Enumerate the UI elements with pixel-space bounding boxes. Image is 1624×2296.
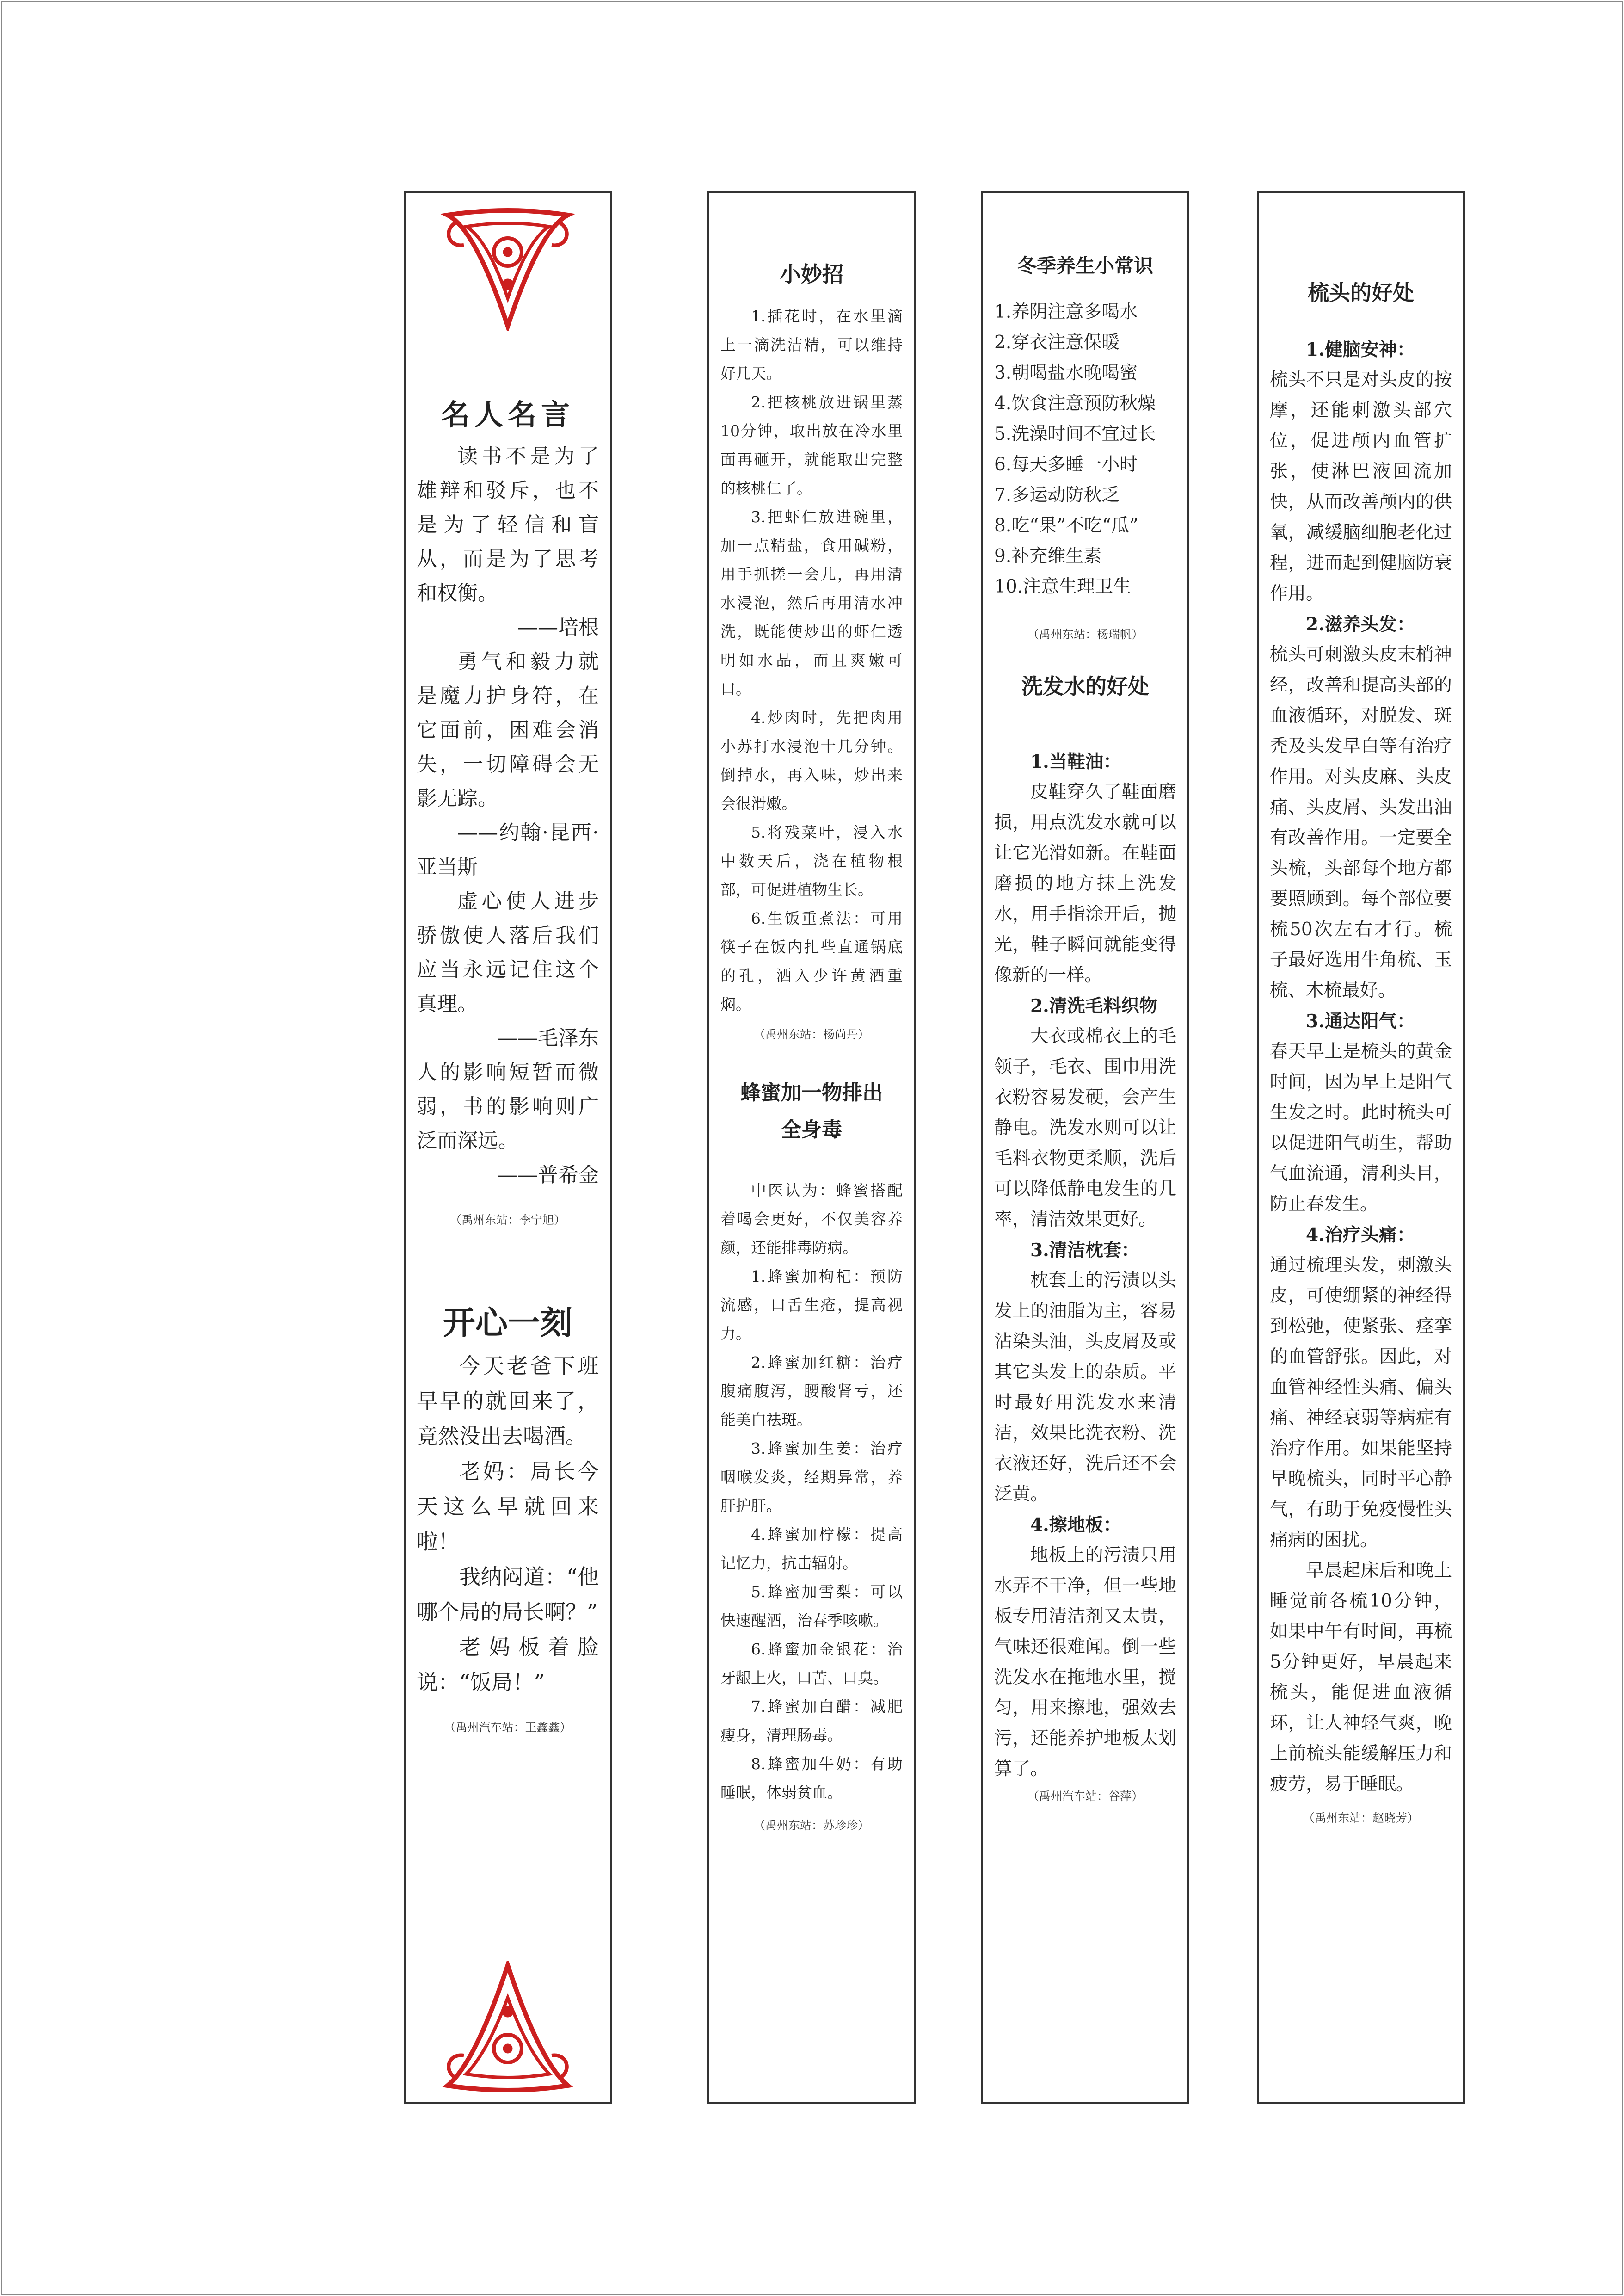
section-body: 大衣或棉衣上的毛领子，毛衣、围巾用洗衣粉容易发硬，会产生静电。洗发水则可以让毛料衣物更柔顺，洗后可以降低静电发生的几率，清洁效果更好。: [994, 1026, 1176, 1230]
column-tips-honey: [707, 191, 916, 2104]
quote-text: 读书不是为了雄辩和驳斥，也不是为了轻信和盲从，而是为了思考和权衡。: [417, 444, 599, 605]
section-body: 梳头可刺激头皮末梢神经，改善和提高头部的血液循环，对脱发、斑秃及头发早白等有治疗作用。对头皮麻、头皮痛、头皮屑、头发出油有改善作用。一定要全头梳，头部每个地方都要照顾到。每个部位要梳50次左右才行。梳子最好选用牛角梳、玉梳、木梳最好。: [1270, 644, 1452, 1001]
tip-item: 6.生饭重煮法：可用筷子在饭内扎些直通锅底的孔，洒入少许黄酒重焖。: [720, 909, 903, 1013]
joke-line: 老妈板着脸说：“饭局！”: [417, 1635, 599, 1695]
column-winter-shampoo: [981, 191, 1189, 2104]
honey-item: 7.蜂蜜加白醋：减肥瘦身，清理肠毒。: [720, 1697, 903, 1744]
source-credit: （禹州汽车站：王鑫鑫）: [444, 1721, 572, 1734]
quote-author: ——毛泽东: [497, 1026, 599, 1050]
column-famous-quotes: [404, 191, 612, 2104]
quote-text: 人的影响短暂而微弱，书的影响则广泛而深远。: [417, 1061, 599, 1153]
winter-item: 6.每天多睡一小时: [994, 454, 1138, 475]
winter-item: 4.饮食注意预防秋燥: [994, 393, 1156, 414]
tip-item: 5.将残菜叶，浸入水中数天后，浇在植物根部，可促进植物生长。: [720, 823, 903, 899]
section-body: 通过梳理头发，刺激头皮，可使绷紧的神经得到松弛，使紧张、痉挛的血管舒张。因此，对血管神经性头痛、偏头痛、神经衰弱等病症有治疗作用。如果能坚持早晚梳头，同时平心静气，有助于免疫慢性头痛病的困扰。: [1270, 1255, 1452, 1550]
honey-item: 6.蜂蜜加金银花：治牙龈上火，口苦、口臭。: [720, 1640, 903, 1687]
winter-item: 3.朝喝盐水晚喝蜜: [994, 363, 1138, 383]
winter-item: 5.洗澡时间不宜过长: [994, 424, 1156, 444]
quote-author: ——普希金: [497, 1163, 599, 1187]
source-credit: （禹州东站：苏珍珍）: [753, 1819, 869, 1832]
shampoo-title: 洗发水的好处: [1021, 674, 1149, 699]
honey-item: 3.蜂蜜加生姜：治疗咽喉发炎，经期异常，养肝护肝。: [720, 1439, 903, 1515]
quote-author: ——约翰·昆西·亚当斯: [417, 821, 599, 879]
tip-item: 1.插花时，在水里滴上一滴洗洁精，可以维持好几天。: [720, 307, 903, 383]
section-body: 春天早上是梳头的黄金时间，因为早上是阳气生发之时。此时梳头可以促进阳气萌生，帮助气血流通，清利头目，防止春发生。: [1270, 1041, 1452, 1215]
quotes-title: 名人名言: [441, 398, 574, 432]
winter-title: 冬季养生小常识: [1017, 254, 1153, 277]
section-body: 皮鞋穿久了鞋面磨损，用点洗发水就可以让它光滑如新。在鞋面磨损的地方抹上洗发水，用手指涂开后，抛光，鞋子瞬间就能变得像新的一样。: [994, 782, 1176, 986]
honey-item: 中医认为：蜂蜜搭配着喝会更好，不仅美容养颜，还能排毒防病。: [720, 1181, 903, 1257]
top-ornament-icon: [438, 201, 577, 331]
quote-text: 勇气和毅力就是魔力护身符，在它面前，困难会消失，一切障碍会无影无踪。: [417, 650, 599, 810]
tip-item: 4.炒肉时，先把肉用小苏打水浸泡十几分钟。倒掉水，再入味，炒出来会很滑嫩。: [720, 709, 903, 813]
quote-text: 虚心使人进步骄傲使人落后我们应当永远记住这个真理。: [417, 889, 599, 1016]
winter-item: 9.补充维生素: [994, 546, 1102, 567]
bottom-ornament-icon: [438, 1961, 577, 2099]
section-head: 2.滋养头发：: [1306, 614, 1415, 635]
source-credit: （禹州东站：杨瑞帆）: [1027, 628, 1143, 641]
section-head: 4.擦地板：: [1030, 1514, 1121, 1536]
closing-paragraph: 早晨起床后和晚上睡觉前各梳10分钟，如果中午有时间，再梳5分钟更好，早晨起来梳头，能促进血液循环，让人神轻气爽，晚上前梳头能缓解压力和疲劳，易于睡眠。: [1270, 1560, 1452, 1795]
section-head: 1.当鞋油：: [1030, 751, 1121, 772]
tip-item: 3.把虾仁放进碗里，加一点精盐，食用碱粉，用手抓搓一会儿，再用清水浸泡，然后再用清水冲洗，既能使炒出的虾仁透明如水晶，而且爽嫩可口。: [720, 508, 903, 698]
section-body: 枕套上的污渍以头发上的油脂为主，容易沾染头油，头皮屑及或其它头发上的杂质。平时最好用洗发水来清洁，效果比洗衣粉、洗衣液还好，洗后还不会泛黄。: [994, 1270, 1176, 1505]
honey-item: 2.蜂蜜加红糖：治疗腹痛腹泻，腰酸肾亏，还能美白祛斑。: [720, 1353, 903, 1429]
joke-line: 老妈：局长今天这么早就回来啦！: [417, 1459, 599, 1554]
winter-item: 10.注意生理卫生: [994, 576, 1132, 597]
combing-title: 梳头的好处: [1308, 280, 1414, 305]
joke-title: 开心一刻: [443, 1304, 572, 1342]
winter-item: 8.吃“果”不吃“瓜”: [994, 515, 1138, 536]
section-head: 3.清洁枕套：: [1030, 1240, 1139, 1261]
joke-line: 我纳闷道：“他哪个局的局长啊？”: [417, 1564, 599, 1624]
honey-title-line2: 全身毒: [781, 1118, 842, 1142]
column-combing: [1257, 191, 1465, 2104]
section-body: 地板上的污渍只用水弄不干净，但一些地板专用清洁剂又太贵，气味还很难闻。倒一些洗发水在拖地水里，搅匀，用来擦地，强效去污，还能养护地板太划算了。: [994, 1545, 1176, 1779]
joke-line: 今天老爸下班早早的就回来了，竟然没出去喝酒。: [417, 1353, 599, 1449]
tip-item: 2.把核桃放进锅里蒸10分钟，取出放在冷水里面再砸开，就能取出完整的核桃仁了。: [720, 393, 903, 497]
section-head: 2.清洗毛料织物: [1030, 995, 1157, 1017]
winter-item: 2.穿衣注意保暖: [994, 332, 1120, 353]
section-head: 1.健脑安神：: [1306, 339, 1415, 360]
source-credit: （禹州汽车站：谷萍）: [1027, 1790, 1143, 1803]
source-credit: （禹州东站：李宁旭）: [449, 1213, 566, 1227]
section-head: 4.治疗头痛：: [1306, 1224, 1415, 1246]
section-head: 3.通达阳气：: [1306, 1011, 1415, 1032]
quote-author: ——培根: [517, 616, 599, 639]
honey-item: 5.蜂蜜加雪梨：可以快速醒酒，治春季咳嗽。: [720, 1583, 903, 1629]
honey-item: 8.蜂蜜加牛奶：有助睡眠，体弱贫血。: [720, 1755, 903, 1802]
section-body: 梳头不只是对头皮的按摩，还能刺激头部穴位，促进颅内血管扩张，使淋巴液回流加快，从而改善颅内的供氧，减缓脑细胞老化过程，进而起到健脑防衰作用。: [1270, 370, 1452, 604]
winter-item: 7.多运动防秋乏: [994, 485, 1120, 506]
tips-title: 小妙招: [780, 262, 843, 287]
source-credit: （禹州东站：赵晓芳）: [1303, 1811, 1419, 1825]
honey-item: 1.蜂蜜加枸杞：预防流感，口舌生疮，提高视力。: [720, 1267, 903, 1343]
source-credit: （禹州东站：杨尚丹）: [753, 1028, 869, 1041]
winter-item: 1.养阴注意多喝水: [994, 302, 1138, 322]
honey-title-line1: 蜂蜜加一物排出: [740, 1081, 883, 1105]
honey-item: 4.蜂蜜加柠檬：提高记忆力，抗击辐射。: [720, 1525, 903, 1572]
